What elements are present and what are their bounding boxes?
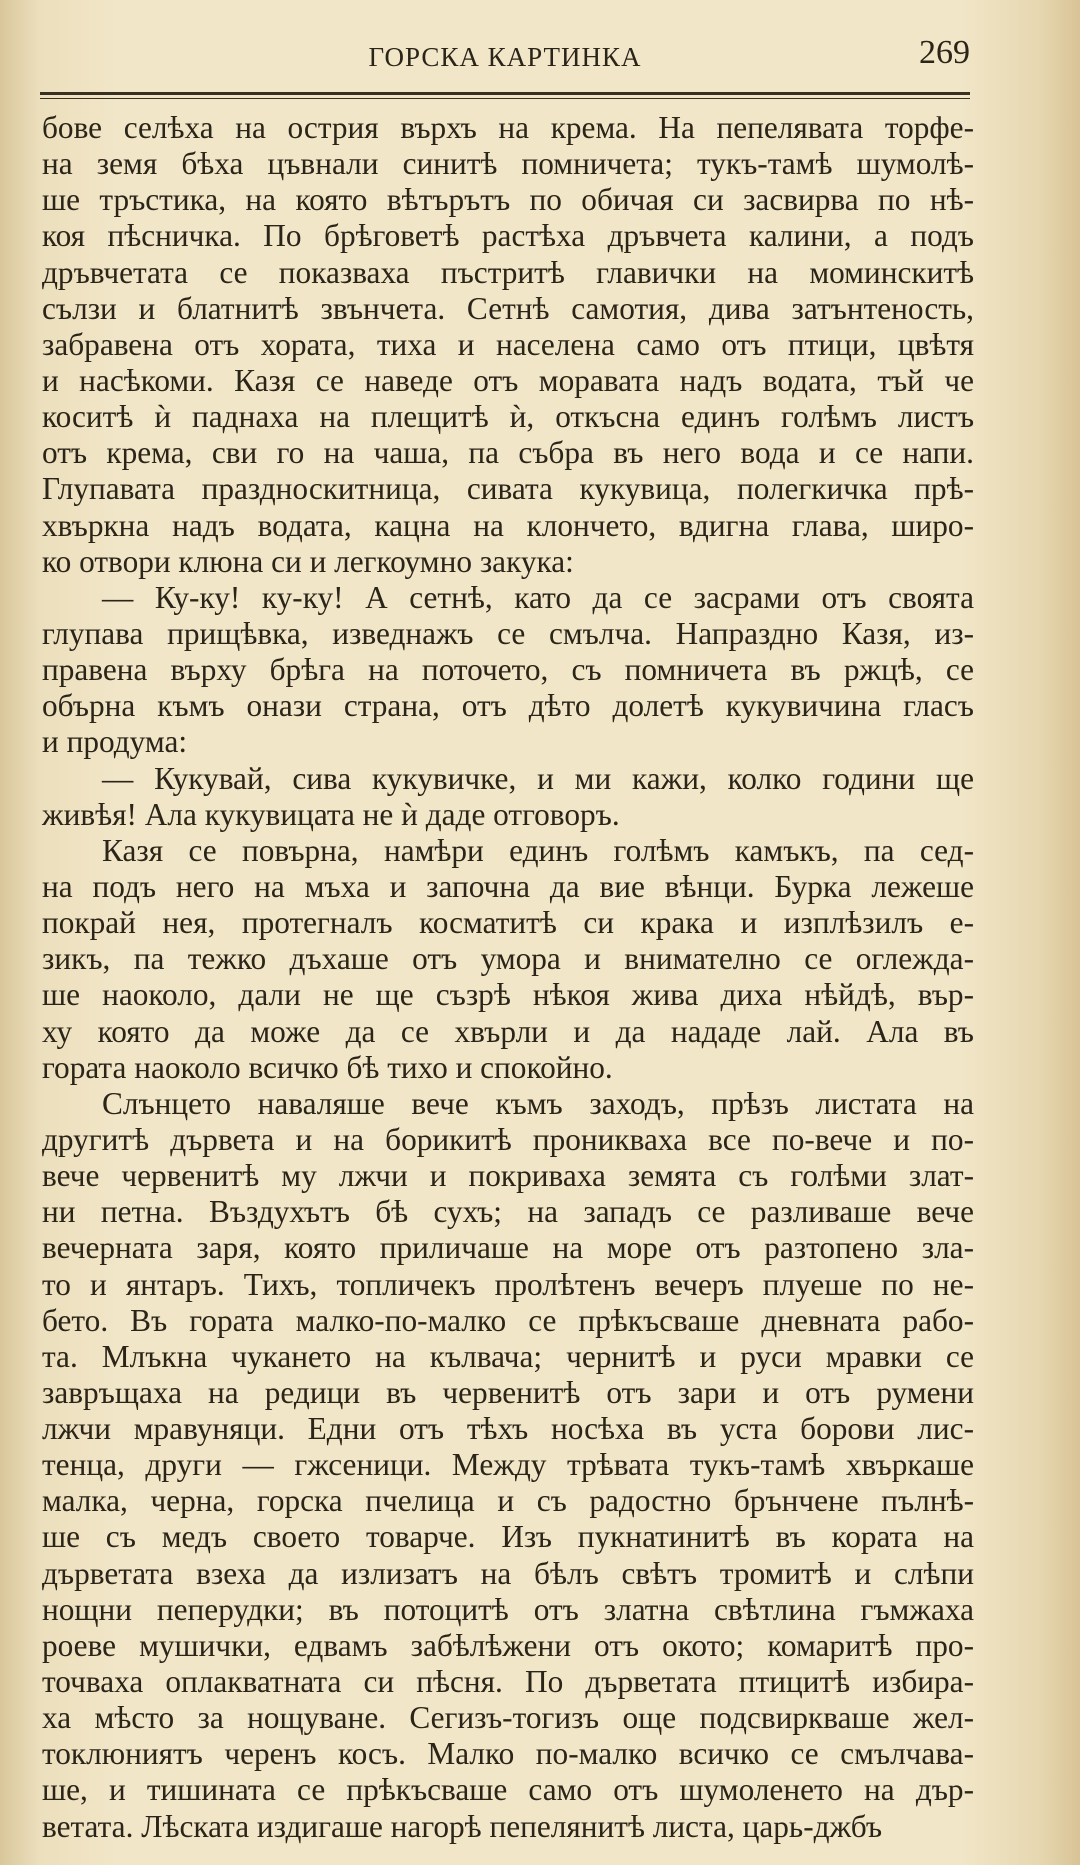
text-line: роеве мушички, едвамъ забѣлѣжени отъ окото; комаритѣ про- [42, 1627, 974, 1663]
text-line: ше тръстика, на която вѣтърътъ по обичая си засвирва по нѣ- [42, 182, 974, 218]
text-line: глупава прищѣвка, изведнажъ се смълча. Напраздно Казя, из- [42, 615, 974, 651]
text-line: ко отвори клюна си и легкоумно закука: [42, 543, 574, 579]
text-line: вечерната заря, която приличаше на море отъ разтопено зла- [42, 1230, 974, 1266]
text-line: коя пѣсничка. По брѣговетѣ растѣха дръвчета калини, а подъ [42, 218, 974, 254]
text-line: ше, и тишината се прѣкъсваше само отъ шумоленето на дър- [42, 1772, 974, 1808]
text-line: нощни пеперудки; въ потоцитѣ отъ златна свѣтлина гъмжаха [42, 1591, 974, 1627]
page-number: 269 [919, 34, 970, 71]
text-line: Казя се повърна, намѣри единъ голѣмъ камъкъ, па сед- [102, 832, 974, 868]
text-line: хвъркна надъ водата, кацна на клончето, вдигна глава, широ- [42, 507, 974, 543]
text-line: тенца, други — гжсеници. Между трѣвата тукъ-тамѣ хвъркаше [42, 1447, 974, 1483]
text-line: бето. Въ гората малко-по-малко се прѣкъсваше дневната рабо- [42, 1302, 974, 1338]
text-line: забравена отъ хората, тиха и населена само отъ птици, цвѣтя [42, 326, 974, 362]
text-line: та. Млъкна чуканетo на кълвача; чернитѣ и руси мравки се [42, 1338, 974, 1374]
text-line: коситѣ ѝ паднаха на плещитѣ ѝ, откъсна единъ голѣмъ листъ [42, 399, 974, 435]
text-line: и насѣкоми. Казя се наведе отъ моравата надъ водата, тъй че [42, 362, 974, 398]
text-line: дърветата взеха да излизатъ на бѣлъ свѣтъ тромитѣ и слѣпи [42, 1555, 974, 1591]
text-line: и продума: [42, 724, 188, 760]
text-line: вече червенитѣ му лжчи и покриваха земята съ голѣми злат- [42, 1158, 974, 1194]
text-line: ше съ медъ своето товарче. Изъ пукнатинитѣ въ кората на [42, 1519, 974, 1555]
text-line: бове селѣха на острия върхъ на крема. На пепелявата торфе- [42, 110, 974, 145]
text-line: ше наоколо, дали не ще съзрѣ нѣкоя жива диха нѣйдѣ, вър- [42, 977, 974, 1013]
text-line: ни петна. Въздухътъ бѣ сухъ; на западъ се разливаше вече [42, 1194, 974, 1230]
text-line: правена върху брѣга на поточето, съ помничета въ ржцѣ, се [42, 652, 974, 688]
running-title: ГОРСКА КАРТИНКА [368, 42, 642, 72]
text-line: обърна къмъ онази страна, отъ дѣто долетѣ кукувичина гласъ [42, 688, 974, 724]
body-text [42, 110, 974, 1845]
text-line: то и янтаръ. Тихъ, топличекъ пролѣтенъ вечеръ плуеше по не- [42, 1266, 974, 1302]
text-line: Слънцето наваляше вече къмъ заходъ, прѣзъ листата на [102, 1085, 974, 1121]
text-line: — Ку-ку! ку-ку! А сетнѣ, като да се засрами отъ своята [102, 579, 974, 615]
text-line: на земя бѣха цъвнали синитѣ помничета; тукъ-тамѣ шумолѣ- [42, 146, 974, 182]
text-line: завръщаха на редици въ червенитѣ отъ зари и отъ румени [42, 1374, 974, 1410]
text-line: зикъ, па тежко дъхаше отъ умора и внимателно се оглежда- [42, 941, 974, 977]
text-line: токлюниятъ черенъ косъ. Малко по-малко всичко се смълчава- [42, 1736, 974, 1772]
text-line: живѣя! Ала кукувицата не ѝ даде отговоръ. [42, 796, 620, 832]
text-line: сълзи и блатнитѣ звънчета. Сетнѣ самотия, дива затънтеность, [42, 290, 974, 326]
text-line: ха мѣсто за нощуване. Сегизъ-тогизъ още подсвиркваше жел- [42, 1700, 974, 1736]
text-line: гората наоколо всичко бѣ тихо и спокойно. [42, 1049, 613, 1085]
page-header [40, 34, 970, 78]
header-rule [40, 92, 970, 99]
text-line: на подъ него на мъха и започна да вие вѣнци. Бурка лежеше [42, 868, 974, 904]
text-line: ху която да може да се хвърли и да нададе лай. Ала въ [42, 1013, 974, 1049]
text-line: малка, черна, горска пчелица и съ радостно брънчене пълнѣ- [42, 1483, 974, 1519]
text-line: точваха оплакватната си пѣсня. По дърветата птицитѣ избира- [42, 1664, 974, 1700]
text-line: другитѣ дървета и на борикитѣ проникваха все по-вече и по- [42, 1121, 974, 1157]
text-line: дръвчетата се показваха пъстритѣ главички на моминскитѣ [42, 254, 974, 290]
text-line: — Кукувай, сива кукувичке, и ми кажи, колко години ще [102, 760, 974, 796]
text-line: лжчи мравуняци. Едни отъ тѣхъ носѣха въ уста борови лис- [42, 1411, 974, 1447]
text-line: отъ крема, сви го на чаша, па събра въ него вода и се напи. [42, 435, 974, 471]
text-line: покрай нея, протегналъ косматитѣ си крака и изплѣзилъ е- [42, 905, 974, 941]
text-line: ветата. Лѣската издигаше нагорѣ пепелянитѣ листа, царь-джбъ [42, 1808, 883, 1844]
text-line: Глупавата праздноскитница, сивата кукувица, полегкичка прѣ- [42, 471, 974, 507]
